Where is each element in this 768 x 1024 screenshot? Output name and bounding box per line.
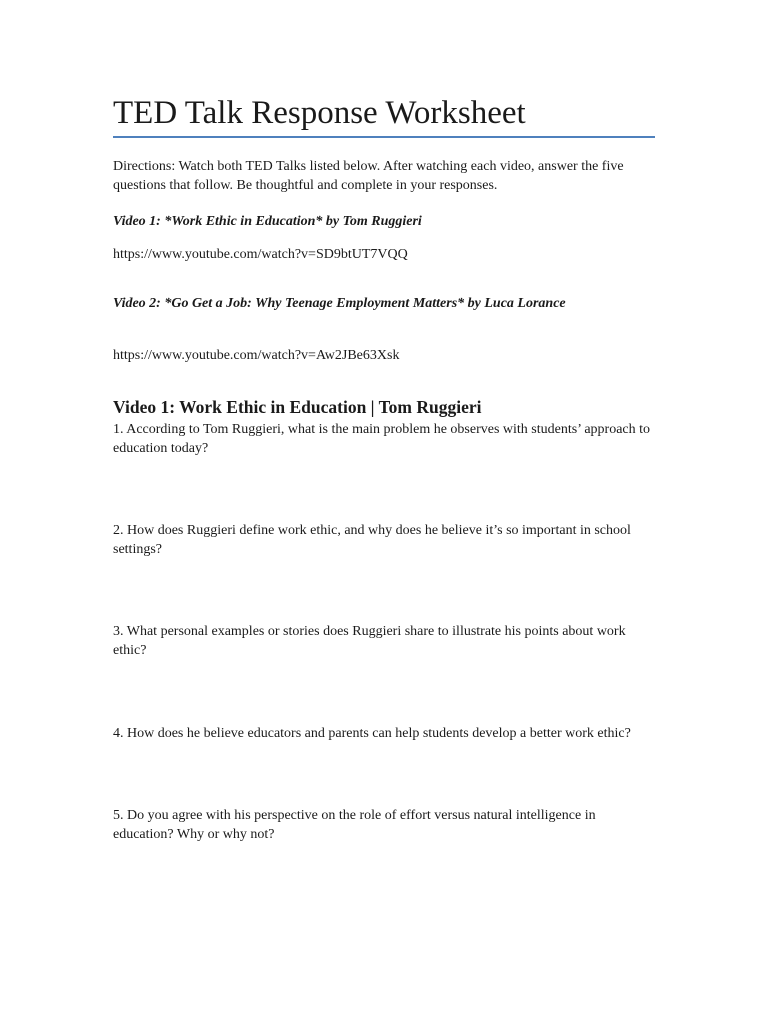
section-heading: Video 1: Work Ethic in Education | Tom Ruggieri xyxy=(113,397,482,417)
question-4: 4. How does he believe educators and parents can help students develop a better work ethic? xyxy=(113,726,631,741)
video-2-url[interactable]: https://www.youtube.com/watch?v=Aw2JBe63Xsk xyxy=(113,348,400,363)
question-5: 5. Do you agree with his perspective on the role of effort versus natural intelligence in education? Why or why not? xyxy=(113,808,596,842)
video-1-url[interactable]: https://www.youtube.com/watch?v=SD9btUT7VQQ xyxy=(113,247,408,262)
video-1-label: Video 1: *Work Ethic in Education* by Tom Ruggieri xyxy=(113,214,422,229)
page-title: TED Talk Response Worksheet xyxy=(113,95,526,131)
question-3: 3. What personal examples or stories does Ruggieri share to illustrate his points about work ethic? xyxy=(113,624,626,658)
question-1: 1. According to Tom Ruggieri, what is the main problem he observes with students’ approach to education today? xyxy=(113,422,651,456)
video-2-label: Video 2: *Go Get a Job: Why Teenage Employment Matters* by Luca Lorance xyxy=(113,296,566,311)
directions-text: Directions: Watch both TED Talks listed below. After watching each video, answer the five questions that follow. Be thoughtful and complete in your responses. xyxy=(113,159,624,193)
question-2: 2. How does Ruggieri define work ethic, and why does he believe it’s so important in school settings? xyxy=(113,523,631,557)
title-underline xyxy=(113,136,655,138)
